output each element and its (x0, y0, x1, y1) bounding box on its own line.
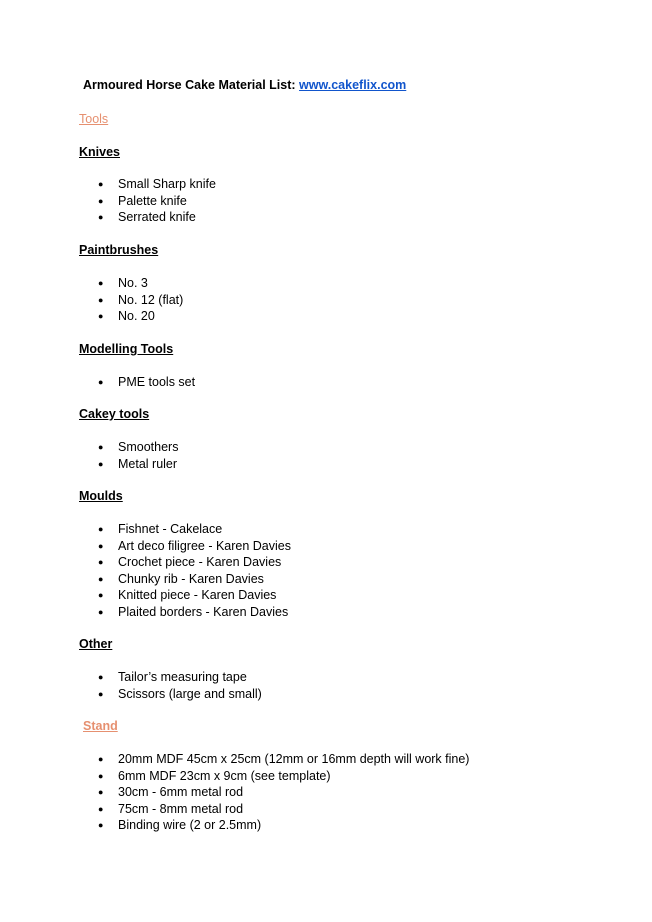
moulds-heading: Moulds (79, 489, 123, 503)
list-item: ● Binding wire (2 or 2.5mm) (0, 817, 469, 834)
page-title (83, 78, 406, 92)
paintbrushes-heading: Paintbrushes (79, 243, 159, 257)
list-item: ● 75cm - 8mm metal rod (0, 801, 469, 818)
tools-section-label: Tools (79, 112, 109, 126)
stand-list (0, 751, 469, 834)
list-item: ● Fishnet - Cakelace (0, 521, 291, 538)
list-item: ● No. 12 (flat) (0, 292, 183, 309)
other-heading: Other (79, 637, 113, 651)
other-list (0, 669, 262, 702)
list-item: ● 6mm MDF 23cm x 9cm (see template) (0, 768, 469, 785)
knives-list (0, 176, 216, 226)
modelling-tools-heading: Modelling Tools (79, 342, 174, 356)
list-item: ● No. 20 (0, 308, 183, 325)
list-item: ● PME tools set (0, 374, 195, 391)
list-item: ● Plaited borders - Karen Davies (0, 604, 291, 621)
cakey-tools-list (0, 439, 178, 472)
list-item: ● Palette knife (0, 193, 216, 210)
list-item: ● Tailor’s measuring tape (0, 669, 262, 686)
cakey-tools-heading: Cakey tools (79, 407, 150, 421)
list-item: ● Art deco filigree - Karen Davies (0, 538, 291, 555)
list-item: ● 30cm - 6mm metal rod (0, 784, 469, 801)
list-item: ● Chunky rib - Karen Davies (0, 571, 291, 588)
cakeflix-link[interactable]: www.cakeflix.com (299, 78, 407, 92)
paintbrushes-list (0, 275, 183, 325)
list-item: ● Scissors (large and small) (0, 686, 262, 703)
modelling-tools-list (0, 374, 195, 391)
list-item: ● Metal ruler (0, 456, 178, 473)
list-item: ● No. 3 (0, 275, 183, 292)
list-item: ● Serrated knife (0, 209, 216, 226)
knives-heading: Knives (79, 145, 120, 159)
moulds-list (0, 521, 291, 620)
list-item: ● Crochet piece - Karen Davies (0, 554, 291, 571)
title-text: Armoured Horse Cake Material List: (83, 78, 300, 92)
list-item: ● 20mm MDF 45cm x 25cm (12mm or 16mm depth will work fine) (0, 751, 469, 768)
list-item: ● Knitted piece - Karen Davies (0, 587, 291, 604)
list-item: ● Smoothers (0, 439, 178, 456)
list-item: ● Small Sharp knife (0, 176, 216, 193)
stand-section-label: Stand (83, 719, 118, 733)
